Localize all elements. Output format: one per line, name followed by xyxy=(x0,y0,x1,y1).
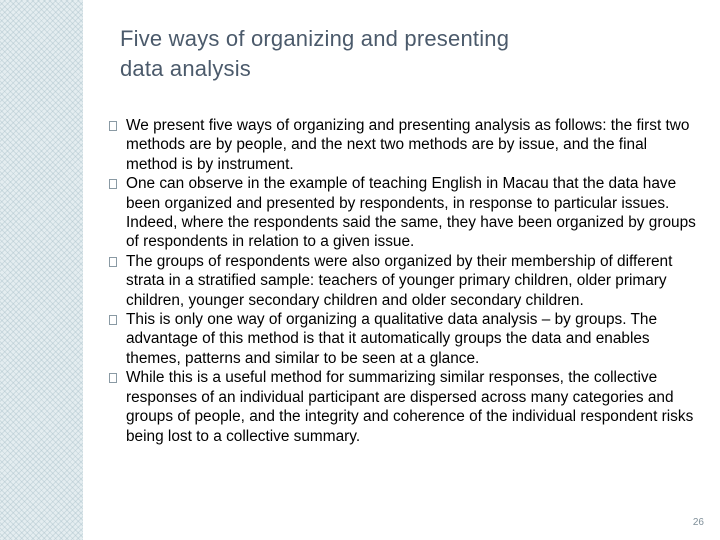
page-number: 26 xyxy=(692,517,704,528)
square-bullet-icon xyxy=(106,252,126,271)
square-bullet-icon xyxy=(106,310,126,329)
bullet-item xyxy=(106,174,702,252)
square-bullet-icon xyxy=(106,368,126,387)
bullet-item xyxy=(106,252,702,310)
bullet-text: We present five ways of organizing and presenting analysis as follows: the first two methods are by people, and the next two methods are by issue, and the final method is by instrument. xyxy=(126,117,690,173)
slide-title-line-1: Five ways of organizing and presenting xyxy=(120,26,510,51)
bullet-item xyxy=(106,310,702,368)
bullet-item xyxy=(106,116,702,174)
slide-title xyxy=(120,24,680,84)
square-bullet-icon xyxy=(106,116,126,135)
bullet-list xyxy=(106,116,702,446)
bullet-item xyxy=(106,368,702,446)
square-bullet-icon xyxy=(106,174,126,193)
bullet-text: One can observe in the example of teaching English in Macau that the data have been organized and presented by respondents, in response to particular issues. Indeed, where the respondents said the same, they have been organized by groups of respondents in relation to a given issue. xyxy=(126,175,696,251)
bullet-text: The groups of respondents were also organized by their membership of different strata in a stratified sample: teachers of younger primary children, older primary children, younger secondary children and older secondary children. xyxy=(126,252,673,309)
slide-title-line-2: data analysis xyxy=(120,56,252,81)
bullet-text: This is only one way of organizing a qualitative data analysis – by groups. The advantage of this method is that it automatically groups the data and enables themes, patterns and similar to be seen at a glance. xyxy=(126,311,657,367)
decorative-side-band xyxy=(0,0,83,540)
bullet-text: While this is a useful method for summarizing similar responses, the collective responses of an individual participant are dispersed across many categories and groups of people, and the integrity and coherence of the individual respondent risks being lost to a collective summary. xyxy=(126,369,694,445)
